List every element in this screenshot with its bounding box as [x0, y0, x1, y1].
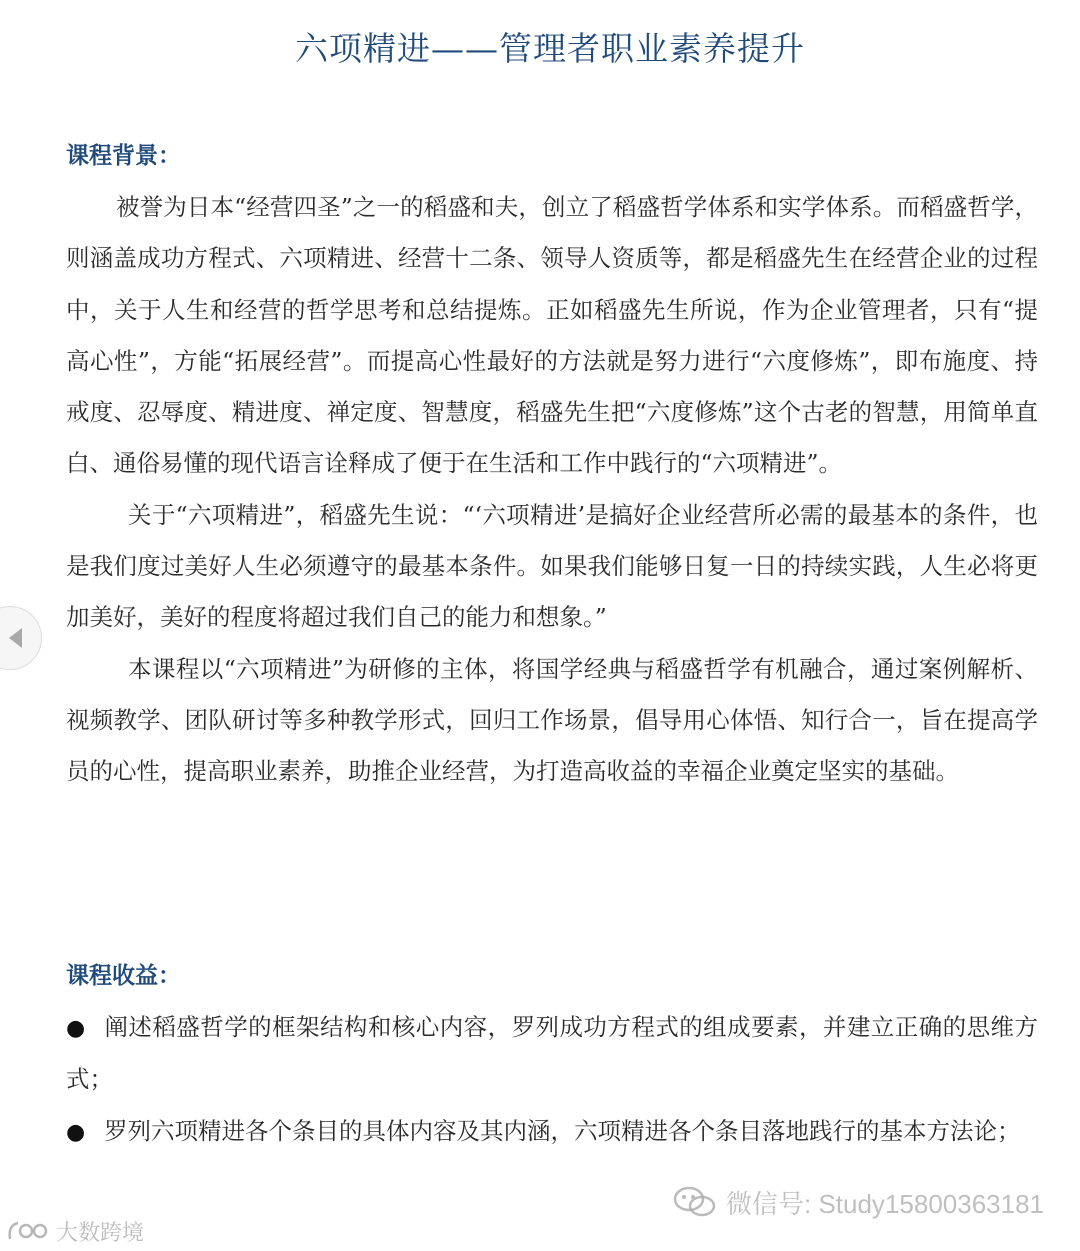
- chevron-left-icon: [9, 628, 22, 648]
- page-title: 六项精进——管理者职业素养提升: [295, 29, 805, 68]
- wechat-id-text: 微信号: Study15800363181: [726, 1188, 1044, 1219]
- list-item: [66, 1002, 1038, 1106]
- wechat-icon: [672, 1184, 718, 1220]
- bullet-icon: ●: [66, 1016, 86, 1041]
- background-paragraph-2: 关于“六项精进”，稻盛先生说：“‘六项精进’是搞好企业经营所必需的最基本的条件，也是我们度过美好人生必须遵守的最基本条件。如果我们能够日复一日的持续实践，人生必将更加美好，美好的程度将超过我们自己的能力和想象。”: [66, 500, 1038, 632]
- benefits-list: [66, 1002, 1038, 1158]
- source-watermark: [6, 1216, 144, 1246]
- benefits-heading: 课程收益：: [66, 962, 181, 989]
- source-name: 大数跨境: [56, 1219, 145, 1245]
- benefit-text: 罗列六项精进各个条目的具体内容及其内涵，六项精进各个条目落地践行的基本方法论；: [104, 1116, 1021, 1145]
- background-heading: 课程背景：: [66, 142, 181, 169]
- wechat-watermark: [672, 1182, 1044, 1222]
- previous-page-button[interactable]: [0, 606, 42, 670]
- background-section: [66, 182, 1038, 798]
- logo-icon: [6, 1219, 52, 1243]
- bullet-icon: ●: [66, 1119, 86, 1145]
- list-item: [66, 1106, 1038, 1158]
- background-paragraph-1: 被誉为日本“经营四圣”之一的稻盛和夫，创立了稻盛哲学体系和实学体系。而稻盛哲学，则涵盖成功方程式、六项精进、经营十二条、领导人资质等，都是稻盛先生在经营企业的过程中，关于人生和经营的哲学思考和总结提炼。正如稻盛先生所说，作为企业管理者，只有“提高心性”，方能“拓展经营”。而提高心性最好的方法就是努力进行“六度修炼”，即布施度、持戒度、忍辱度、精进度、禅定度、智慧度，稻盛先生把“六度修炼”这个古老的智慧，用简单直白、通俗易懂的现代语言诠释成了便于在生活和工作中践行的“六项精进”。: [66, 193, 1038, 478]
- benefit-text: 阐述稻盛哲学的框架结构和核心内容，罗列成功方程式的组成要素，并建立正确的思维方式；: [66, 1013, 1038, 1094]
- background-paragraph-3: 本课程以“六项精进”为研修的主体，将国学经典与稻盛哲学有机融合，通过案例解析、视频教学、团队研讨等多种教学形式，回归工作场景，倡导用心体悟、知行合一，旨在提高学员的心性，提高职业素养，助推企业经营，为打造高收益的幸福企业奠定坚实的基础。: [66, 654, 1038, 786]
